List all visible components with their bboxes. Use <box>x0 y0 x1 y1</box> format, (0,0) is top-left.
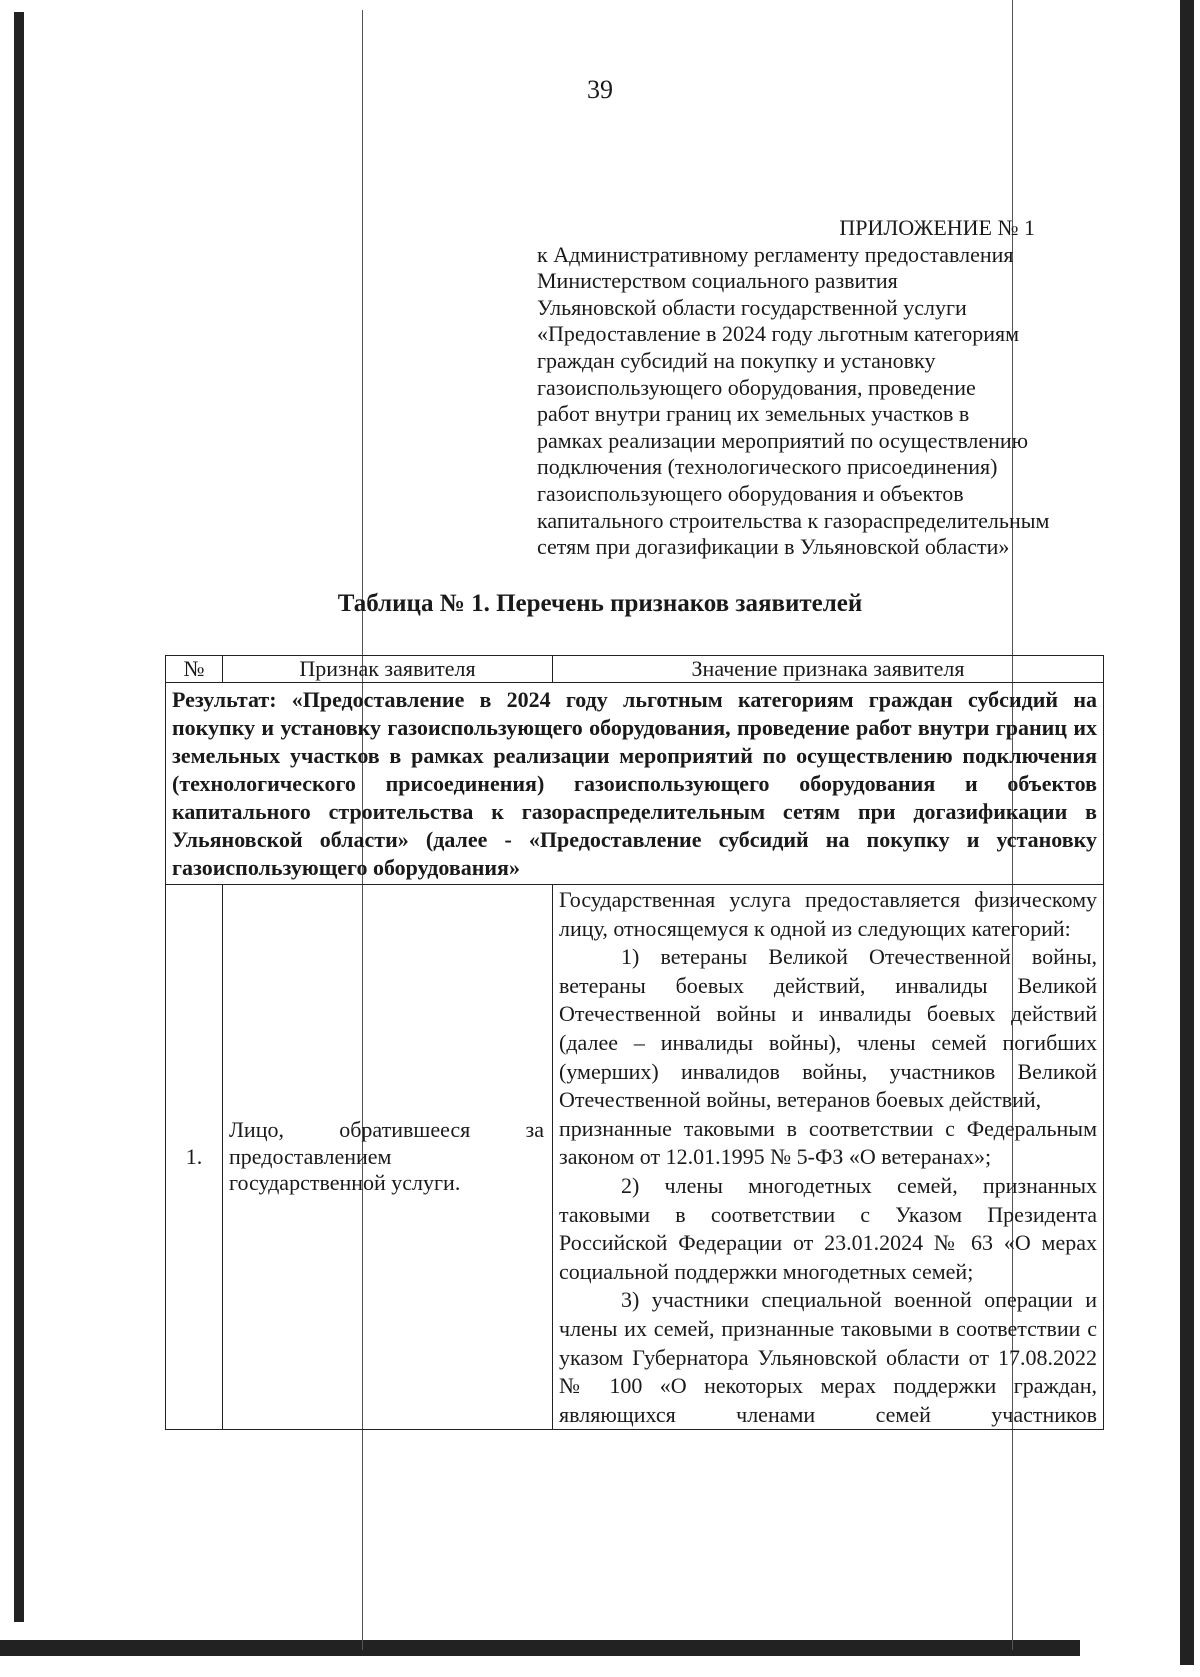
table-title: Таблица № 1. Перечень признаков заявителей <box>337 590 863 617</box>
value-paragraph: признанные таковыми в соответствии с Федеральным законом от 12.01.1995 № 5-ФЗ «О ветеранах»; <box>559 1115 1097 1170</box>
applicant-signs-table <box>165 655 1104 1430</box>
row-number: 1. <box>166 885 223 1430</box>
appendix-line: газоиспользующего оборудования и объектов <box>537 480 964 506</box>
value-paragraph: 2) члены многодетных семей, признанных таковыми в соответствии с Указом Президента Российской Федерации от 23.01.2024 № 63 «О мерах социальной поддержки многодетных семей; <box>559 1172 1097 1284</box>
value-paragraph: 3) участники специальной военной операции и члены их семей, признанные таковыми в соответствии с указом Губернатора Ульяновской области от 17.08.2022 № 100 «О некоторых мерах поддержки граждан, являющихся членами семей участников <box>559 1287 1097 1427</box>
appendix-line: Министерством социального развития <box>537 268 898 294</box>
scan-edge-bottom <box>0 1640 1080 1656</box>
row-value <box>553 885 1104 1430</box>
value-paragraph: Государственная услуга предоставляется физическому лицу, относящемуся к одной из следующих категорий: <box>559 887 1097 941</box>
page-number: 39 <box>587 75 613 104</box>
scan-edge-left <box>14 12 24 1622</box>
result-text: Результат: «Предоставление в 2024 году льготным категориям граждан субсидий на покупку и установку газоиспользующего оборудования, проведение работ внутри границ их земельных участков в рамках реализации мероприятий по осуществлению подключения (технологического присоединения) газоиспользующего оборудования и объектов капитального строительства к газораспределительным сетям при догазификации в Ульяновской области» (далее - «Предоставление субсидий на покупку и установку газоиспользующего оборудования» <box>166 683 1104 885</box>
scan-edge-right <box>1180 0 1194 1665</box>
table-row <box>166 885 1104 1430</box>
table-header-row <box>166 656 1104 683</box>
appendix-title: ПРИЛОЖЕНИЕ № 1 <box>839 215 1035 240</box>
appendix-line: работ внутри границ их земельных участков в <box>537 401 970 427</box>
header-sign: Признак заявителя <box>223 656 553 683</box>
appendix-line: «Предоставление в 2024 году льготным категориям <box>537 321 1020 347</box>
appendix-line: рамках реализации мероприятий по осуществлению <box>537 427 1029 453</box>
appendix-line: граждан субсидий на покупку и установку <box>537 347 936 373</box>
value-paragraph: 1) ветераны Великой Отечественной войны, ветераны боевых действий, инвалиды Великой Отечественной войны и инвалиды боевых действий (далее – инвалиды войны), члены семей погибших (умерших) инвалидов войны, участников Великой Отечественной войны, ветеранов боевых действий, <box>559 944 1097 1113</box>
header-number: № <box>166 656 223 683</box>
appendix-block <box>537 215 1097 561</box>
appendix-line: Ульяновской области государственной услуги <box>537 294 967 320</box>
row-sign: Лицо, обратившееся за предоставлением государственной услуги. <box>223 885 553 1430</box>
appendix-line: газоиспользующего оборудования, проведение <box>537 374 976 400</box>
appendix-line: сетям при догазификации в Ульяновской области» <box>537 534 1010 560</box>
header-value: Значение признака заявителя <box>553 656 1104 683</box>
appendix-line: подключения (технологического присоединения) <box>537 454 998 480</box>
appendix-line: к Административному регламенту предоставления <box>537 241 1014 267</box>
appendix-line: капитального строительства к газораспределительным <box>537 507 1050 533</box>
table-result-row <box>166 683 1104 885</box>
